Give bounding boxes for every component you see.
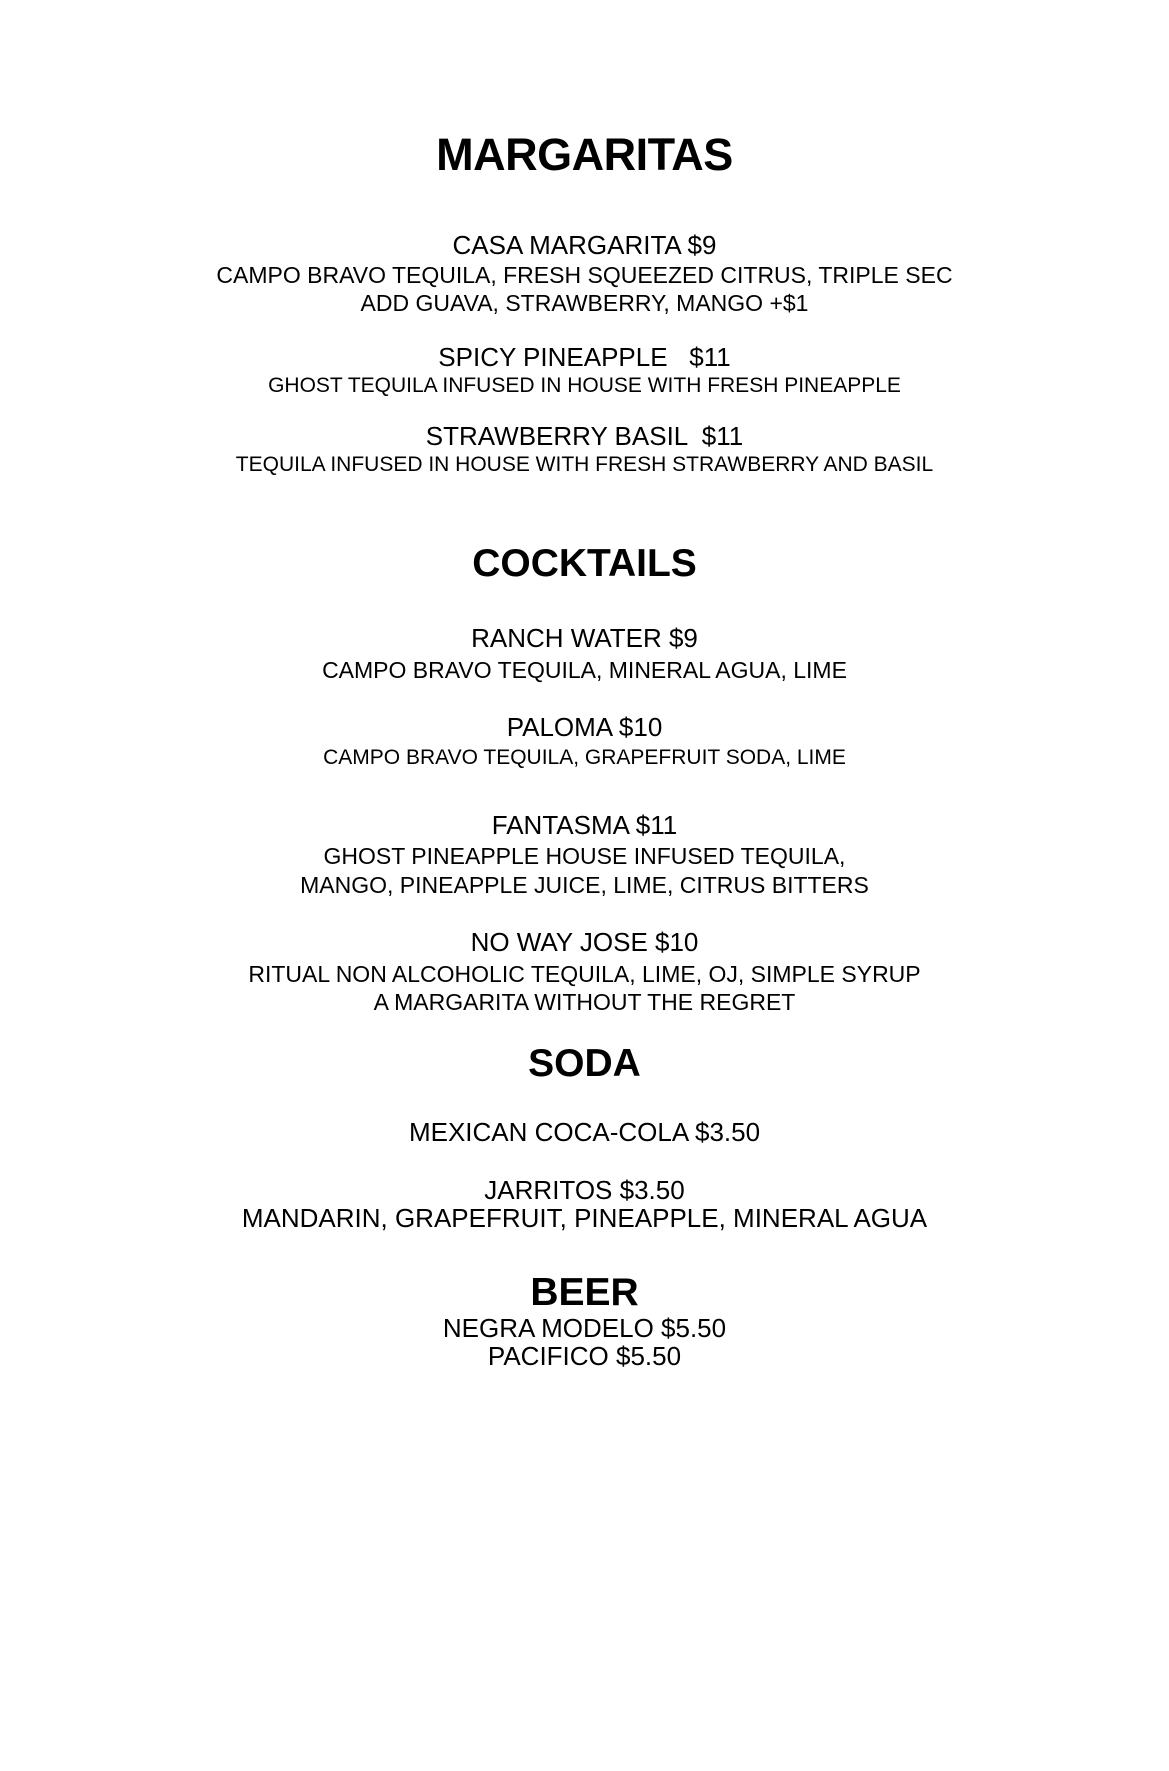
menu-item-description: CAMPO BRAVO TEQUILA, GRAPEFRUIT SODA, LIME	[323, 746, 846, 769]
menu-item-title: PACIFICO $5.50	[487, 1341, 682, 1371]
section-heading-margaritas: MARGARITAS	[436, 129, 733, 180]
menu-item-title: SPICY PINEAPPLE $11	[438, 342, 731, 372]
menu-item-title: RANCH WATER $9	[471, 623, 698, 653]
menu-item-title: CASA MARGARITA $9	[452, 230, 717, 260]
section-heading-beer: BEER	[530, 1271, 639, 1314]
menu-item-description: TEQUILA INFUSED IN HOUSE WITH FRESH STRAWBERRY AND BASIL	[235, 453, 934, 476]
menu-item-description: GHOST PINEAPPLE HOUSE INFUSED TEQUILA,	[323, 843, 846, 869]
menu-item-description: CAMPO BRAVO TEQUILA, FRESH SQUEEZED CITRUS, TRIPLE SEC	[216, 262, 953, 288]
menu-item-title: JARRITOS $3.50	[484, 1175, 685, 1205]
menu-item-title: NEGRA MODELO $5.50	[442, 1313, 727, 1343]
menu-item-description: CAMPO BRAVO TEQUILA, MINERAL AGUA, LIME	[322, 657, 847, 683]
menu-item-description: A MARGARITA WITHOUT THE REGRET	[373, 989, 796, 1015]
menu-item-title: MEXICAN COCA-COLA $3.50	[408, 1117, 761, 1147]
menu-item-description: MANGO, PINEAPPLE JUICE, LIME, CITRUS BITTERS	[300, 872, 869, 898]
menu-item-description: MANDARIN, GRAPEFRUIT, PINEAPPLE, MINERAL AGUA	[241, 1203, 928, 1233]
menu-item-title: PALOMA $10	[506, 712, 663, 742]
menu-item-title: NO WAY JOSE $10	[470, 927, 699, 957]
menu-item-description: GHOST TEQUILA INFUSED IN HOUSE WITH FRESH PINEAPPLE	[268, 374, 901, 397]
menu-item-title: STRAWBERRY BASIL $11	[425, 421, 744, 451]
menu-item-title: FANTASMA $11	[491, 810, 678, 840]
menu-item-description: ADD GUAVA, STRAWBERRY, MANGO +$1	[360, 290, 809, 316]
section-heading-cocktails: COCKTAILS	[472, 542, 697, 585]
section-heading-soda: SODA	[528, 1042, 641, 1085]
menu-item-description: RITUAL NON ALCOHOLIC TEQUILA, LIME, OJ, SIMPLE SYRUP	[248, 961, 921, 987]
